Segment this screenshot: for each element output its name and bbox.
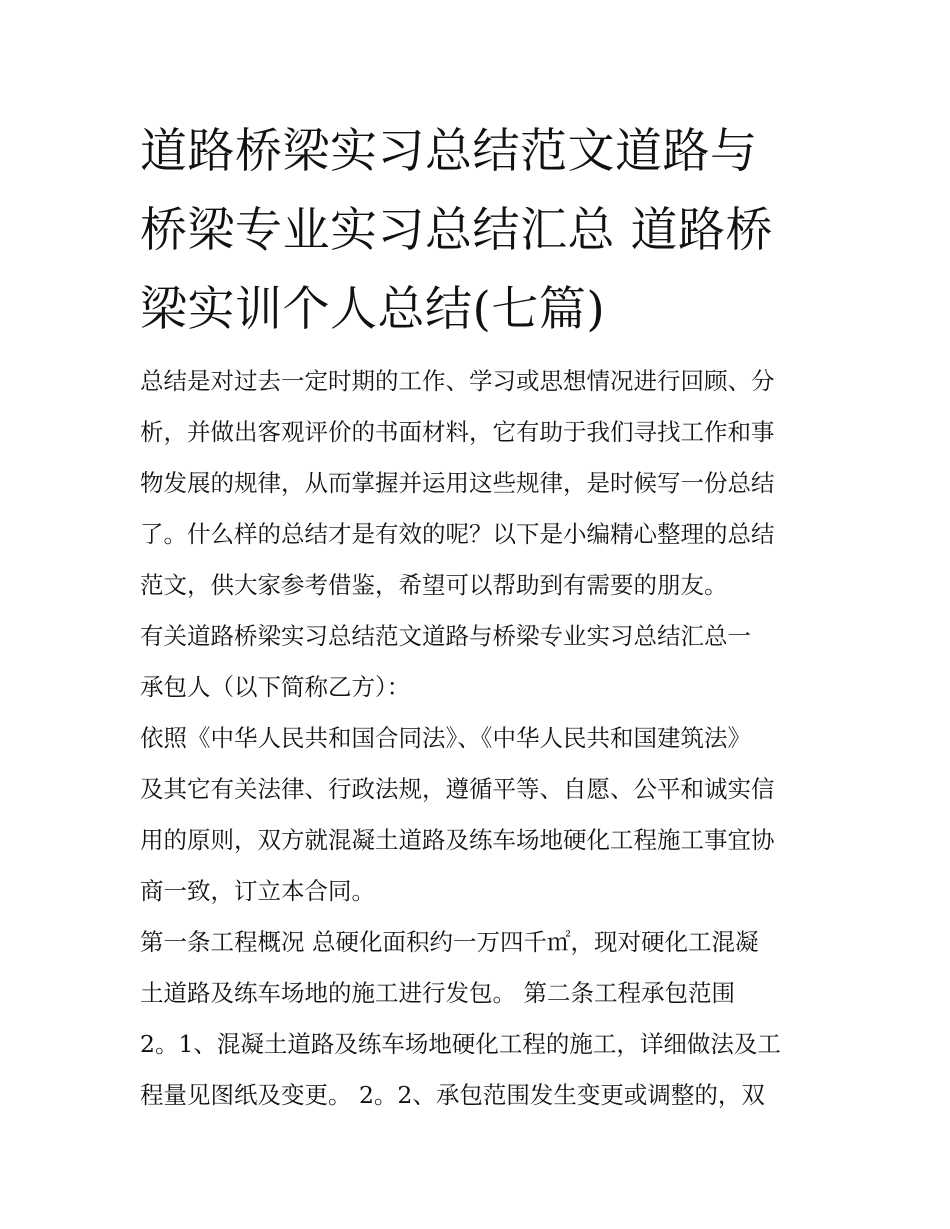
basis-line-2: 及其它有关法律、行政法规，遵循平等、自愿、公平和诚实信 bbox=[140, 775, 775, 803]
contractor-line: 承包人（以下简称乙方）： bbox=[140, 673, 411, 701]
intro-line-4: 了。什么样的总结才是有效的呢？以下是小编精心整理的总结 bbox=[140, 520, 775, 548]
basis-line-4: 商一致，订立本合同。 bbox=[140, 877, 375, 905]
intro-line-5: 范文，供大家参考借鉴，希望可以帮助到有需要的朋友。 bbox=[140, 571, 728, 599]
article-2-line-1: 2。1、混凝土道路及练车场地硬化工程的施工，详细做法及工 bbox=[140, 1030, 781, 1058]
section-heading-line: 有关道路桥梁实习总结范文道路与桥梁专业实习总结汇总一 bbox=[140, 622, 751, 650]
basis-line-1: 依照《中华人民共和国合同法》、《中华人民共和国建筑法》 bbox=[140, 724, 751, 752]
intro-line-2: 析，并做出客观评价的书面材料，它有助于我们寻找工作和事 bbox=[140, 418, 775, 446]
document-title bbox=[140, 112, 820, 349]
article-1-line-2: 土道路及练车场地的施工进行发包。 第二条工程承包范围 bbox=[140, 979, 735, 1007]
title-line-2: 桥梁专业实习总结汇总 道路桥 bbox=[140, 203, 773, 258]
intro-line-1: 总结是对过去一定时期的工作、学习或思想情况进行回顾、分 bbox=[140, 367, 775, 395]
article-1-line-1: 第一条工程概况 总硬化面积约一万四千㎡，现对硬化工混凝 bbox=[140, 928, 759, 956]
title-line-1: 道路桥梁实习总结范文道路与 bbox=[140, 124, 758, 179]
document-body bbox=[140, 356, 820, 1121]
intro-line-3: 物发展的规律，从而掌握并运用这些规律，是时候写一份总结 bbox=[140, 469, 775, 497]
title-line-3: 梁实训个人总结(七篇) bbox=[140, 282, 606, 337]
article-2-line-2: 程量见图纸及变更。 2。2、承包范围发生变更或调整的，双 bbox=[140, 1081, 765, 1109]
basis-line-3: 用的原则，双方就混凝土道路及练车场地硬化工程施工事宜协 bbox=[140, 826, 775, 854]
